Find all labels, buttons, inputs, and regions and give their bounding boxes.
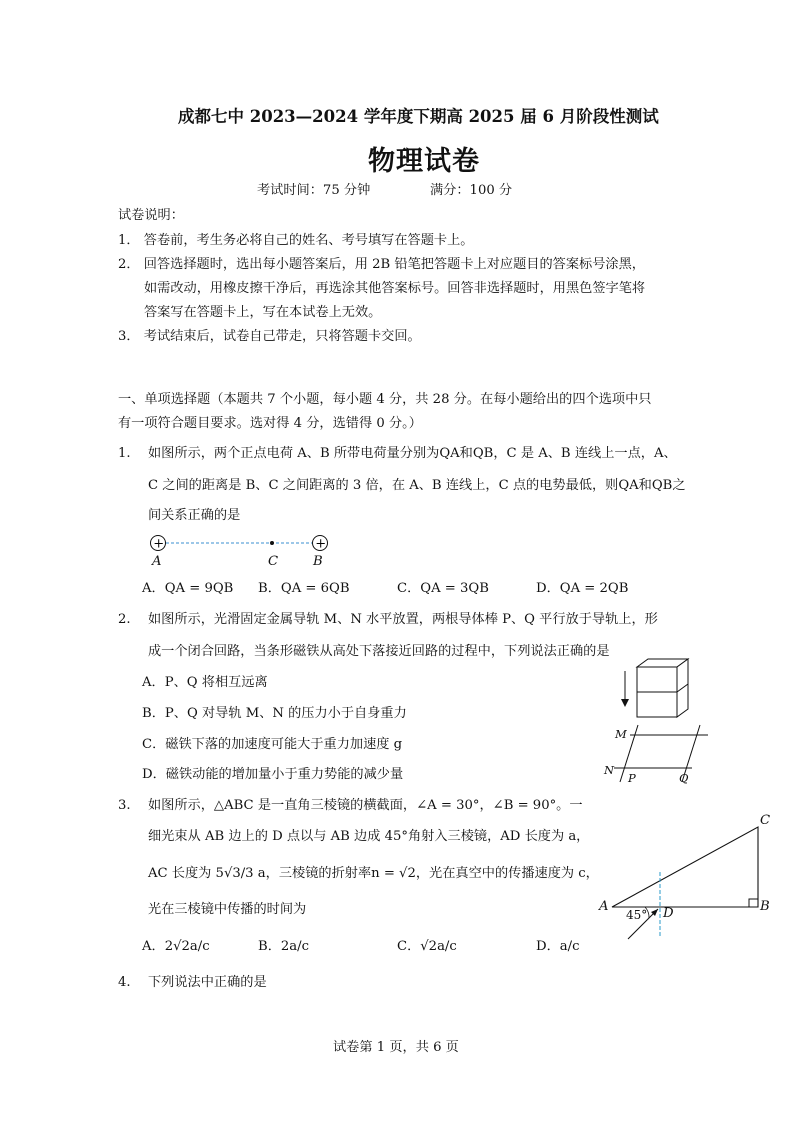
q3-line-1: 如图所示，△ABC 是一直角三棱镜的横截面，∠A = 30°，∠B = 90°。一 <box>148 798 583 813</box>
q2-label-n: N <box>604 763 615 777</box>
full-score: 满分：100 分 <box>430 183 513 198</box>
q1-line-2: C 之间的距离是 B、C 之间距离的 3 倍，在 A、B 连线上，C 点的电势最低，则QA和QB之 <box>148 478 686 493</box>
svg-text:+: + <box>315 536 327 552</box>
q2-number: 2. <box>118 612 131 627</box>
q4-number: 4. <box>118 975 131 990</box>
q1-option-d: D．QA = 2QB <box>536 581 629 596</box>
q2-label-p: P <box>628 771 636 785</box>
q3-label-b: B <box>760 899 770 914</box>
q2-line-2: 成一个闭合回路，当条形磁铁从高处下落接近回路的过程中，下列说法正确的是 <box>148 644 610 659</box>
q3-option-d: D．a/c <box>536 939 580 954</box>
svg-text:+: + <box>153 536 165 552</box>
q2-option-a: A．P、Q 将相互远离 <box>142 675 268 690</box>
q1-charge-diagram <box>140 530 340 575</box>
q3-label-a: A <box>599 899 609 914</box>
q3-option-a: A．2√2a/c <box>142 939 210 954</box>
q2-label-m: M <box>615 727 627 741</box>
subject-title: 物理试卷 <box>368 146 480 177</box>
q3-angle-45: 45° <box>626 908 648 922</box>
q1-label-a: A <box>152 554 162 569</box>
instruction-2: 2． 回答选择题时，选出每小题答案后，用 2B 铅笔把答题卡上对应题目的答案标号涂黑， <box>118 257 645 272</box>
q1-line-1: 如图所示，两个正点电荷 A、B 所带电荷量分别为QA和QB，C 是 A、B 连线上一点，A、 <box>148 446 677 461</box>
q3-option-c: C．√2a/c <box>397 939 457 954</box>
q2-line-1: 如图所示，光滑固定金属导轨 M、N 水平放置，两根导体棒 P、Q 平行放于导轨上，形 <box>148 612 658 627</box>
q1-number: 1. <box>118 446 131 461</box>
instructions-heading: 试卷说明： <box>118 208 184 223</box>
exam-title: 成都七中 2023—2024 学年度下期高 2025 届 6 月阶段性测试 <box>178 107 659 126</box>
instruction-3: 3． 考试结束后，试卷自己带走，只将答题卡交回。 <box>118 329 421 344</box>
exam-time: 考试时间：75 分钟 <box>257 183 371 198</box>
q1-label-b: B <box>313 554 323 569</box>
q1-label-c: C <box>268 554 279 569</box>
q3-option-b: B．2a/c <box>258 939 309 954</box>
q2-option-d: D．磁铁动能的增加量小于重力势能的减少量 <box>142 767 404 782</box>
q3-label-c: C <box>760 813 771 828</box>
page-footer: 试卷第 1 页，共 6 页 <box>333 1040 459 1055</box>
section-heading-cont: 有一项符合题目要求。选对得 4 分，选错得 0 分。） <box>118 416 422 431</box>
section-heading: 一、单项选择题（本题共 7 个小题，每小题 4 分，共 28 分。在每小题给出的四个选项中只 <box>118 392 652 407</box>
q3-line-3: AC 长度为 5√3/3 a，三棱镜的折射率n = √2，光在真空中的传播速度为 c， <box>148 866 599 881</box>
q3-line-2: 细光束从 AB 边上的 D 点以与 AB 边成 45°角射入三棱镜，AD 长度为 a， <box>148 829 590 844</box>
q1-option-c: C．QA = 3QB <box>397 581 489 596</box>
q4-line-1: 下列说法中正确的是 <box>148 975 267 990</box>
q2-option-c: C．磁铁下落的加速度可能大于重力加速度 g <box>142 737 403 752</box>
q1-line-3: 间关系正确的是 <box>148 508 241 523</box>
q1-option-b: B．QA = 6QB <box>258 581 350 596</box>
q3-label-d: D <box>663 906 674 921</box>
q2-option-b: B．P、Q 对导轨 M、N 的压力小于自身重力 <box>142 706 407 721</box>
instruction-1: 1． 答卷前，考生务必将自己的姓名、考号填写在答题卡上。 <box>118 233 474 248</box>
q1-option-a: A．QA = 9QB <box>142 581 234 596</box>
instruction-2-cont: 如需改动，用橡皮擦干净后，再选涂其他答案标号。回答非选择题时，用黑色签字笔将 <box>144 281 646 296</box>
q3-line-4: 光在三棱镜中传播的时间为 <box>148 902 307 917</box>
q2-magnet-rail-diagram <box>600 655 715 790</box>
instruction-2-cont2: 答案写在答题卡上，写在本试卷上无效。 <box>144 305 382 320</box>
q3-number: 3. <box>118 798 131 813</box>
q2-label-q: Q <box>679 771 689 785</box>
